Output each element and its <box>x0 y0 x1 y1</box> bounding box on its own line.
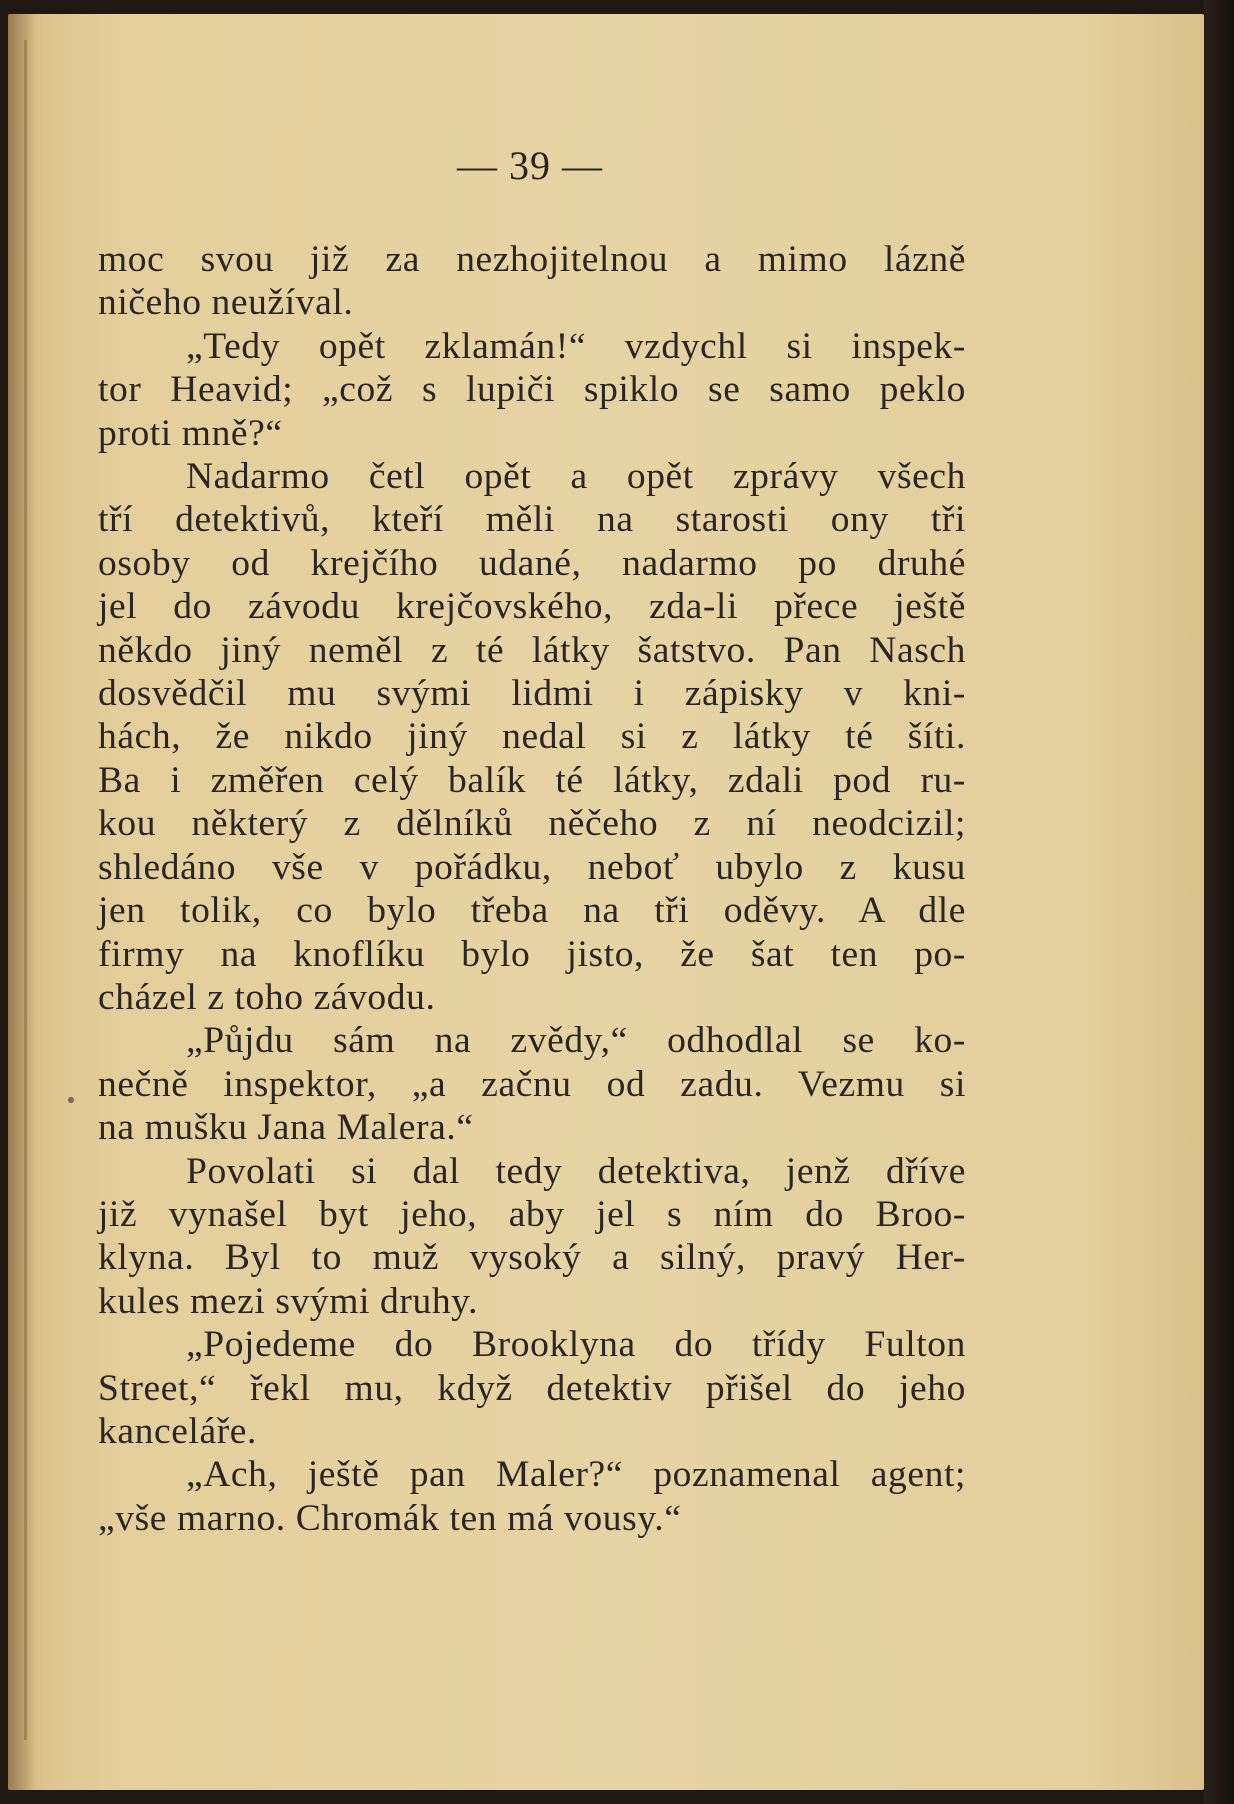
text-line: Nadarmo četl opět a opět zprávy všech <box>186 456 966 498</box>
text-line: jen tolik, co bylo třeba na tři oděvy. A dle <box>98 890 966 932</box>
text-line: osoby od krejčího udané, nadarmo po druhé <box>98 542 966 584</box>
text-line: tří detektivů, kteří měli na starosti ony tři <box>98 499 966 541</box>
text-line: někdo jiný neměl z té látky šatstvo. Pan Nasch <box>98 629 966 671</box>
page-fold-line <box>24 40 27 1740</box>
text-line: nečně inspektor, „a začnu od zadu. Vezmu si <box>98 1063 966 1105</box>
text-line: shledáno vše v pořádku, neboť ubylo z kusu <box>98 846 966 888</box>
text-line: jel do závodu krejčovského, zda-li přece ještě <box>98 586 966 628</box>
text-line: „Tedy opět zklamán!“ vzdychl si inspek- <box>186 325 966 367</box>
text-line: proti mně?“ <box>98 412 283 454</box>
page-number-header: — 39 — <box>457 143 603 188</box>
text-line: „Pojedeme do Brooklyna do třídy Fulton <box>186 1324 966 1366</box>
text-line: „vše marno. Chromák ten má vousy.“ <box>98 1497 682 1539</box>
text-line: hách, že nikdo jiný nedal si z látky té šíti. <box>98 716 966 758</box>
text-line: cházel z toho závodu. <box>98 976 436 1018</box>
text-line: kou některý z dělníků něčeho z ní neodcizil; <box>98 803 966 845</box>
text-line: Ba i změřen celý balík té látky, zdali pod ru- <box>98 759 966 801</box>
page-right-edge <box>1204 0 1234 1804</box>
text-line: firmy na knoflíku bylo jisto, že šat ten po- <box>98 933 966 975</box>
text-line: klyna. Byl to muž vysoký a silný, pravý Her- <box>98 1237 966 1279</box>
text-line: Povolati si dal tedy detektiva, jenž dříve <box>186 1150 966 1192</box>
text-line: tor Heavid; „což s lupiči spiklo se samo peklo <box>98 369 966 411</box>
text-line: Street,“ řekl mu, když detektiv přišel do jeho <box>98 1367 966 1409</box>
text-line: kules mezi svými druhy. <box>98 1280 479 1322</box>
text-line: kanceláře. <box>98 1410 258 1452</box>
text-line: dosvědčil mu svými lidmi i zápisky v kni- <box>98 673 966 715</box>
text-line: na mušku Jana Malera.“ <box>98 1107 474 1149</box>
spine-shadow <box>8 14 36 1790</box>
text-line: „Ach, ještě pan Maler?“ poznamenal agent; <box>186 1454 966 1496</box>
text-line: již vynašel byt jeho, aby jel s ním do Broo- <box>98 1193 966 1235</box>
body-text <box>98 238 966 1540</box>
ink-speck <box>68 1097 74 1103</box>
text-line: „Půjdu sám na zvědy,“ odhodlal se ko- <box>186 1020 966 1062</box>
text-line: moc svou již za nezhojitelnou a mimo lázně <box>98 239 966 280</box>
text-line: ničeho neužíval. <box>98 282 354 324</box>
